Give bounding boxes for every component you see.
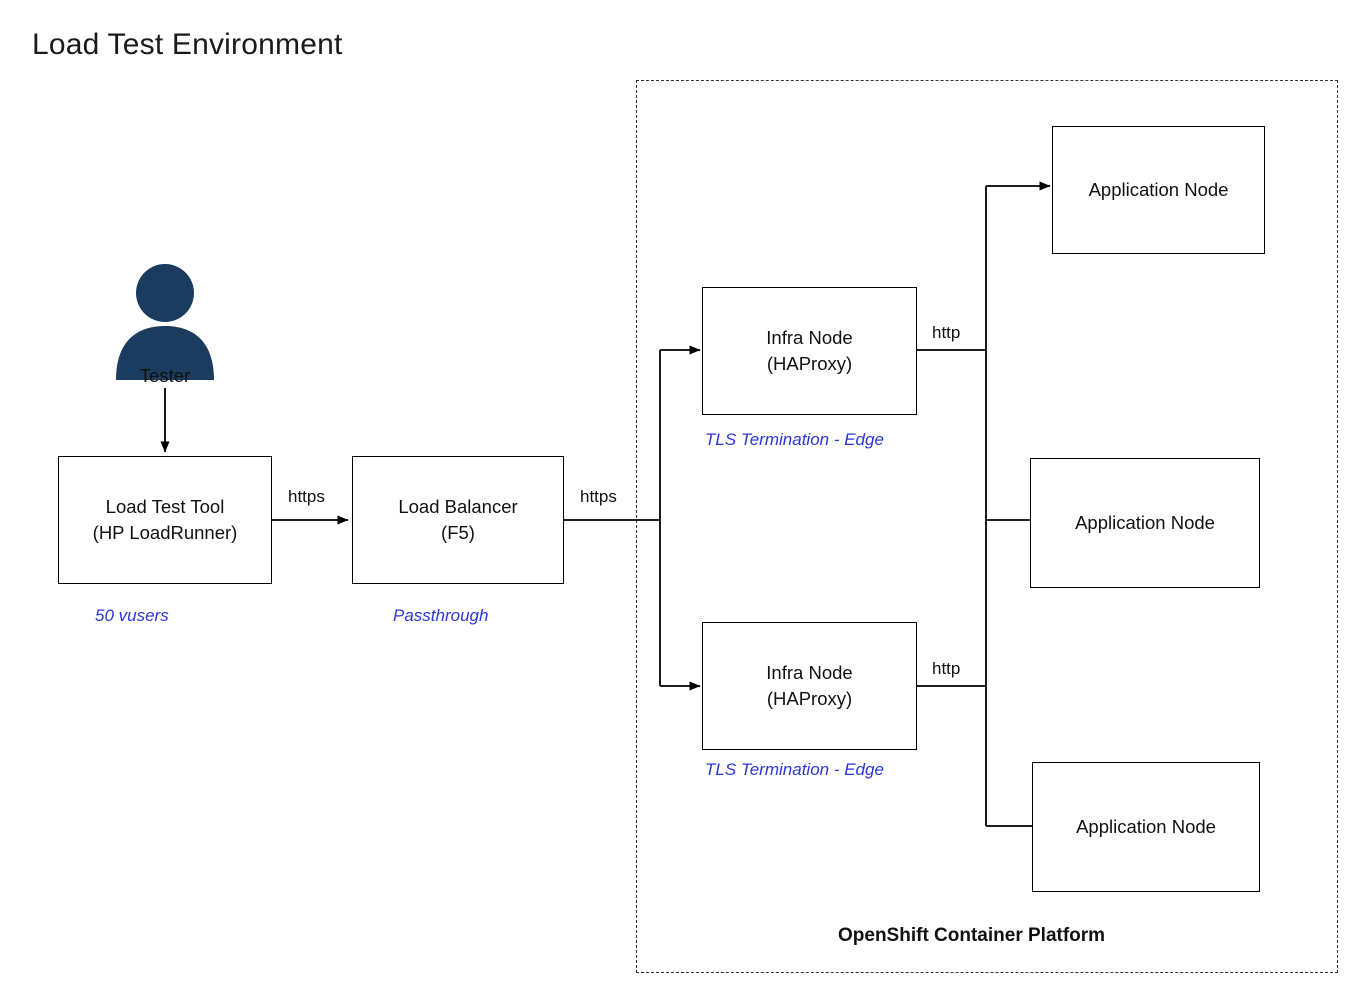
node-application-node-1-label: Application Node xyxy=(1088,179,1229,201)
node-application-node-3-label: Application Node xyxy=(1076,816,1216,838)
node-infra-node-2[interactable] xyxy=(702,622,917,750)
edge-label-infra2-to-apps: http xyxy=(932,659,961,678)
node-load-test-tool-line2: (HP LoadRunner) xyxy=(92,522,238,543)
node-infra-node-1[interactable] xyxy=(702,287,917,415)
edge-label-infra1-to-apps: http xyxy=(932,323,961,342)
node-infra-node-2-line2: (HAProxy) xyxy=(766,688,853,709)
node-application-node-2[interactable] xyxy=(1030,458,1260,588)
node-infra-node-1-line1: Infra Node xyxy=(766,327,853,349)
node-infra-node-1-line2: (HAProxy) xyxy=(766,353,853,374)
node-load-balancer-line1: Load Balancer xyxy=(398,496,518,518)
platform-boundary-label: OpenShift Container Platform xyxy=(838,925,1106,946)
node-application-node-1[interactable] xyxy=(1052,126,1265,254)
annotation-infra-node-2: TLS Termination - Edge xyxy=(705,760,884,779)
node-application-node-3[interactable] xyxy=(1032,762,1260,892)
annotation-load-test-tool: 50 vusers xyxy=(95,606,169,625)
node-load-balancer[interactable] xyxy=(352,456,564,584)
annotation-load-balancer: Passthrough xyxy=(393,606,489,625)
edge-label-tool-to-lb: https xyxy=(288,487,325,506)
node-load-test-tool[interactable] xyxy=(58,456,272,584)
annotation-infra-node-1: TLS Termination - Edge xyxy=(705,430,884,449)
node-load-test-tool-line1: Load Test Tool xyxy=(105,496,225,518)
edge-label-lb-to-infra: https xyxy=(580,487,617,506)
node-load-balancer-line2: (F5) xyxy=(441,522,475,543)
page-title: Load Test Environment xyxy=(32,28,343,61)
node-application-node-2-label: Application Node xyxy=(1075,512,1215,534)
node-infra-node-2-line1: Infra Node xyxy=(766,662,853,684)
tester-label: Tester xyxy=(139,365,191,386)
